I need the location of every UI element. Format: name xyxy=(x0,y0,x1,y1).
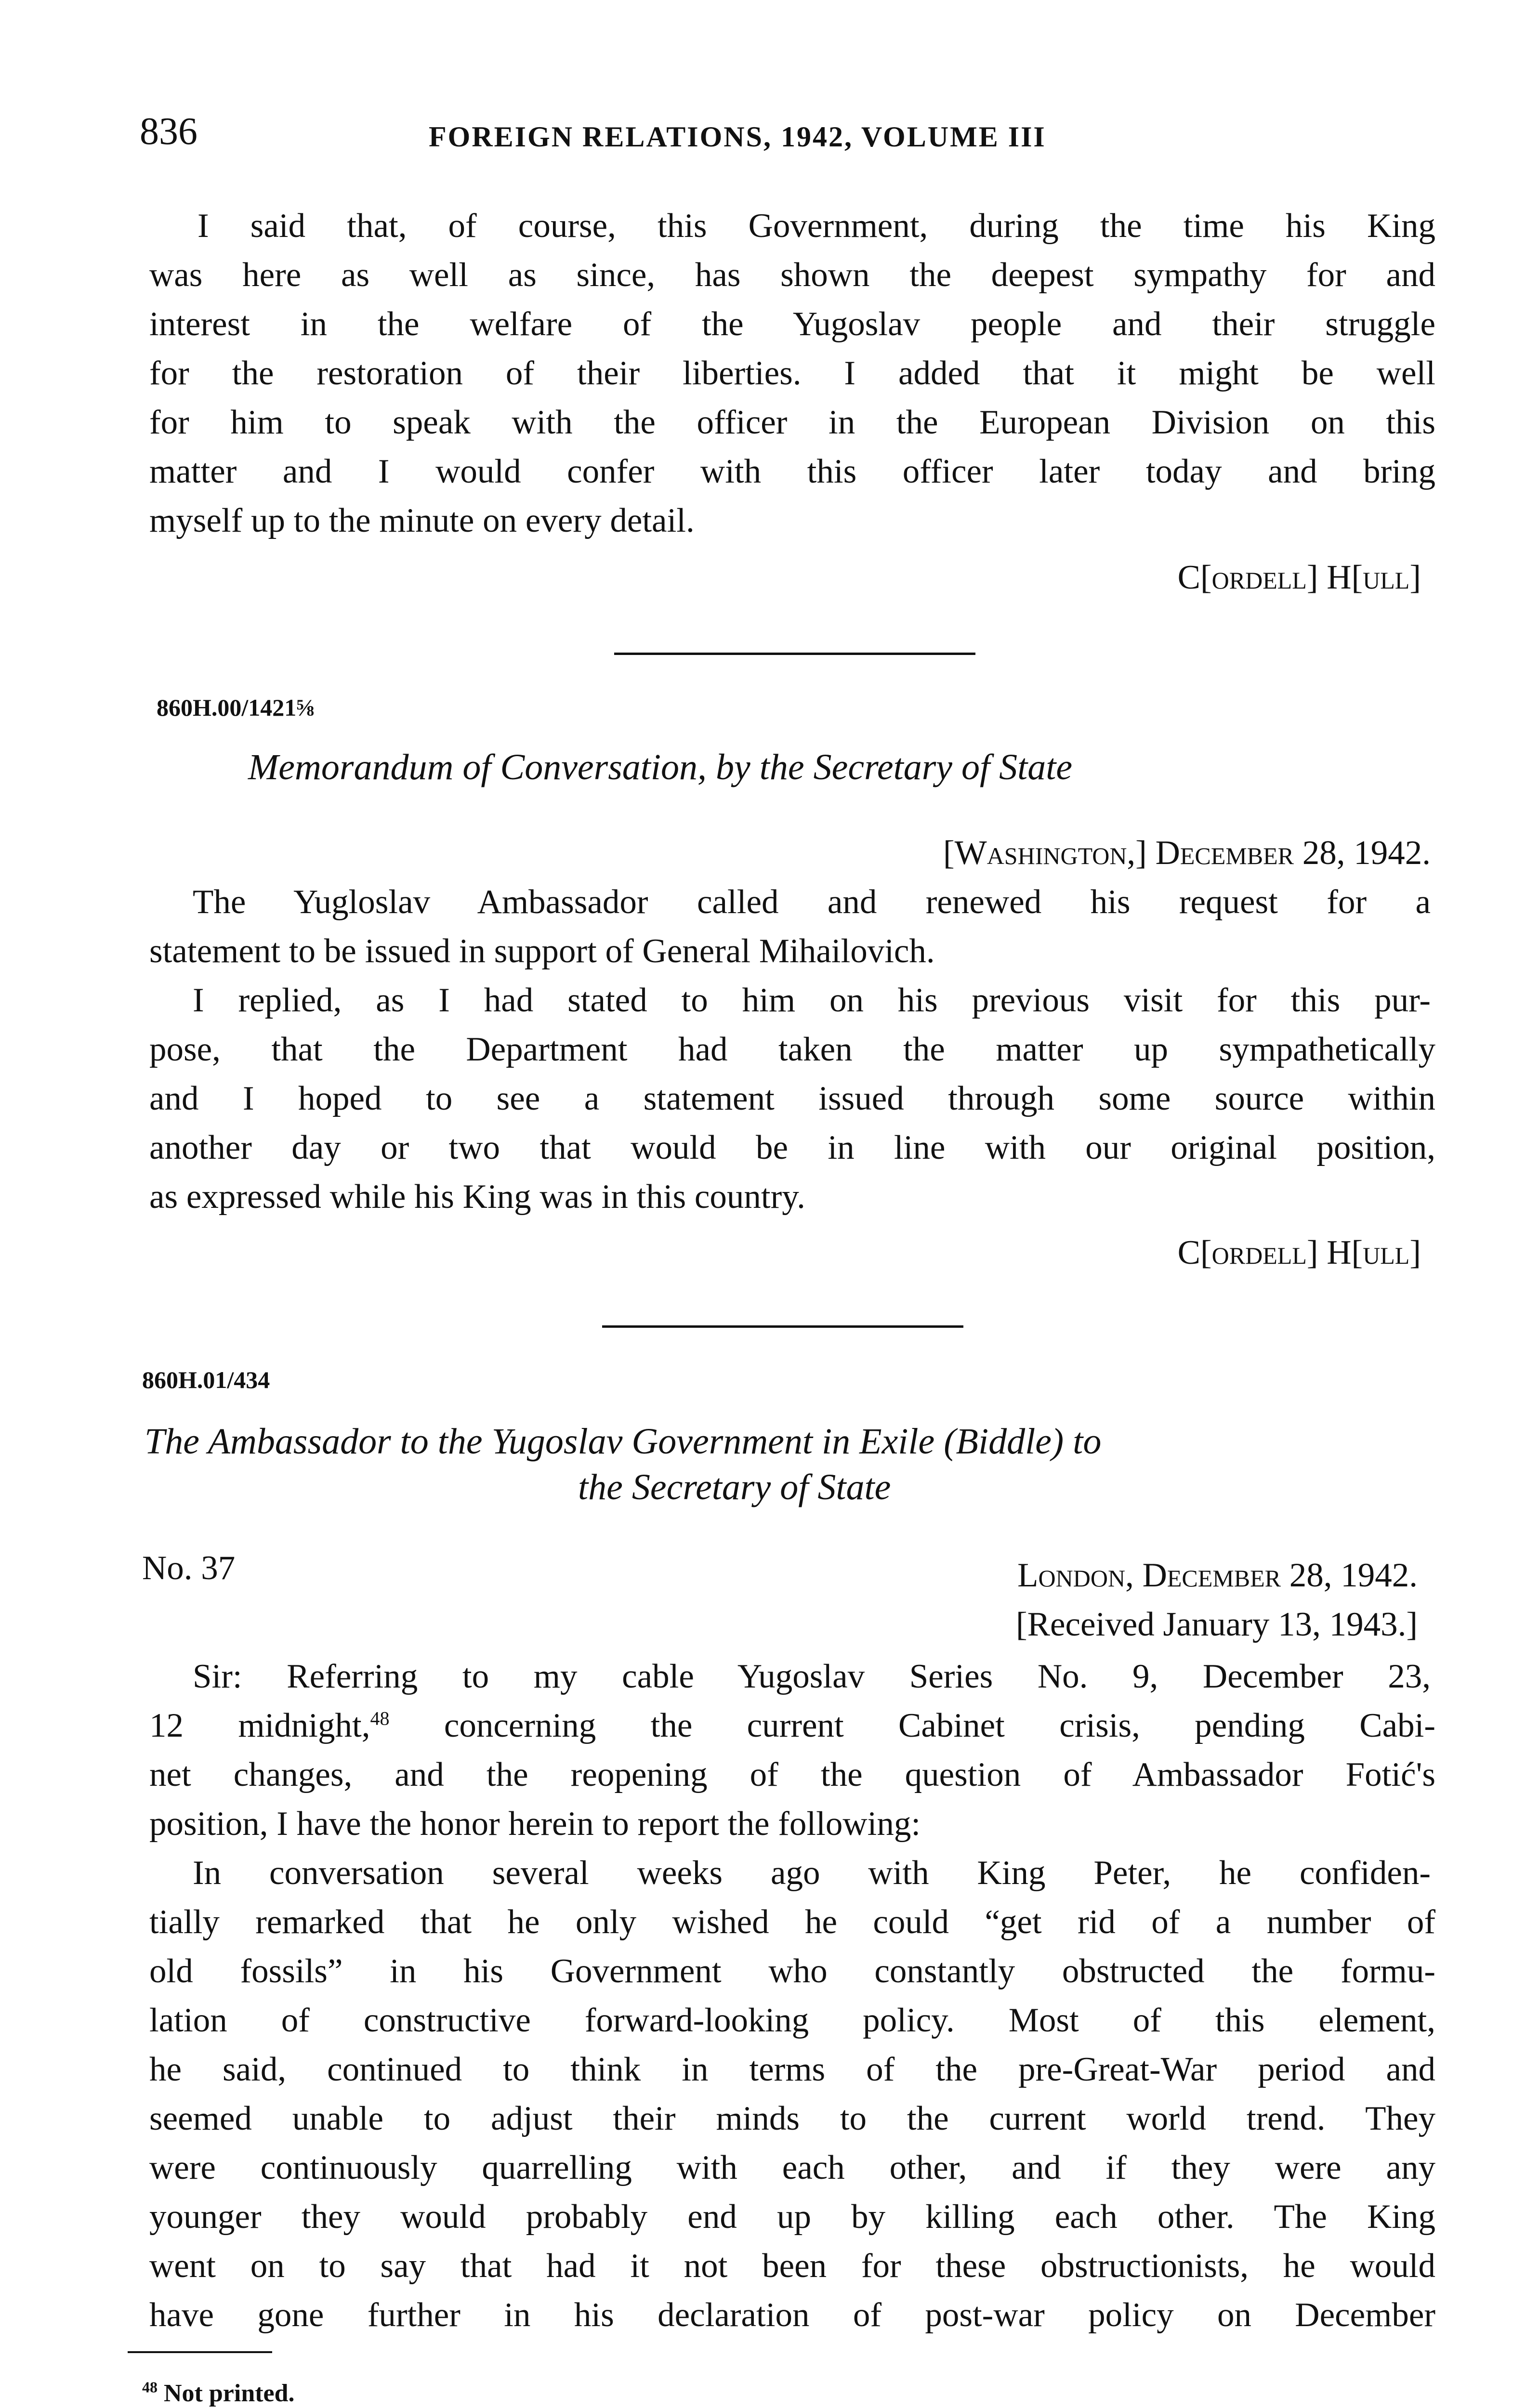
text-line: as expressed while his King was in this country. xyxy=(149,1178,805,1216)
text-line: for him to speak with the officer in the European Division on this xyxy=(149,404,1435,441)
file-number: 860H.01/434 xyxy=(142,1366,270,1393)
signature: C[ordell] H[ull] xyxy=(1177,559,1421,596)
text-line: The Yugloslav Ambassador called and renewed his request for a xyxy=(193,883,1431,921)
text-line: was here as well as since, has shown the deepest sympathy for and xyxy=(149,256,1435,294)
footnote-rule xyxy=(128,2351,272,2353)
received-date: [Received January 13, 1943.] xyxy=(1016,1606,1418,1643)
text-line: position, I have the honor herein to report the following: xyxy=(149,1805,921,1843)
file-number: 860H.00/1421⅝ xyxy=(157,694,315,721)
footnote-marker: 48 xyxy=(142,2378,158,2396)
text-fragment: concerning the current Cabinet crisis, pending Cabi- xyxy=(389,1707,1435,1744)
text-line: and I hoped to see a statement issued through some source within xyxy=(149,1080,1435,1117)
text-line: tially remarked that he only wished he could “get rid of a number of xyxy=(149,1903,1435,1941)
section-divider xyxy=(602,1325,963,1328)
text-line: old fossils” in his Government who constantly obstructed the formu- xyxy=(149,1952,1435,1990)
dateline-text: [Washington,] December 28, 1942. xyxy=(943,834,1431,872)
document-title: The Ambassador to the Yugoslav Government in Exile (Biddle) to xyxy=(145,1421,1102,1462)
section-divider xyxy=(614,653,975,655)
text-line: pose, that the Department had taken the matter up sympathetically xyxy=(149,1031,1435,1068)
text-line xyxy=(149,1701,1435,1750)
signature: C[ordell] H[ull] xyxy=(1177,1234,1421,1271)
page-number: 836 xyxy=(140,110,197,153)
text-line: have gone further in his declaration of post-war policy on December xyxy=(149,2296,1435,2334)
text-line: lation of constructive forward-looking policy. Most of this element, xyxy=(149,2002,1435,2039)
text-line: for the restoration of their liberties. I added that it might be well xyxy=(149,354,1435,392)
text-line: seemed unable to adjust their minds to the current world trend. They xyxy=(149,2100,1435,2137)
dateline xyxy=(1017,1551,1418,1600)
document-number: No. 37 xyxy=(142,1549,236,1587)
text-line: another day or two that would be in line with our original position, xyxy=(149,1129,1435,1166)
running-title: FOREIGN RELATIONS, 1942, VOLUME III xyxy=(429,121,1046,153)
text-line: matter and I would confer with this officer later today and bring xyxy=(149,453,1435,490)
text-line: were continuously quarrelling with each other, and if they were any xyxy=(149,2149,1435,2186)
text-line: younger they would probably end up by killing each other. The King xyxy=(149,2198,1435,2236)
document-title-line2: the Secretary of State xyxy=(578,1467,891,1507)
text-line: net changes, and the reopening of the question of Ambassador Fotić's xyxy=(149,1756,1435,1793)
dateline xyxy=(943,828,1431,877)
text-line: I said that, of course, this Government, during the time his King xyxy=(197,207,1435,245)
dateline-text: London, December 28, 1942. xyxy=(1017,1557,1418,1594)
footnote-ref: 48 xyxy=(370,1707,390,1729)
text-line: statement to be issued in support of General Mihailovich. xyxy=(149,932,935,970)
footnote-text: Not printed. xyxy=(164,2380,295,2407)
document-title: Memorandum of Conversation, by the Secretary of State xyxy=(248,747,1073,787)
text-line: I replied, as I had stated to him on his previous visit for this pur- xyxy=(193,982,1431,1019)
footnote xyxy=(142,2379,295,2408)
text-line: interest in the welfare of the Yugoslav people and their struggle xyxy=(149,305,1435,343)
text-line: he said, continued to think in terms of the pre-Great-War period and xyxy=(149,2051,1435,2088)
text-line: Sir: Referring to my cable Yugoslav Series No. 9, December 23, xyxy=(193,1658,1431,1695)
text-line: In conversation several weeks ago with King Peter, he confiden- xyxy=(193,1854,1431,1892)
text-fragment: 12 midnight, xyxy=(149,1707,370,1744)
text-line: went on to say that had it not been for these obstructionists, he would xyxy=(149,2247,1435,2285)
text-line: myself up to the minute on every detail. xyxy=(149,502,695,539)
